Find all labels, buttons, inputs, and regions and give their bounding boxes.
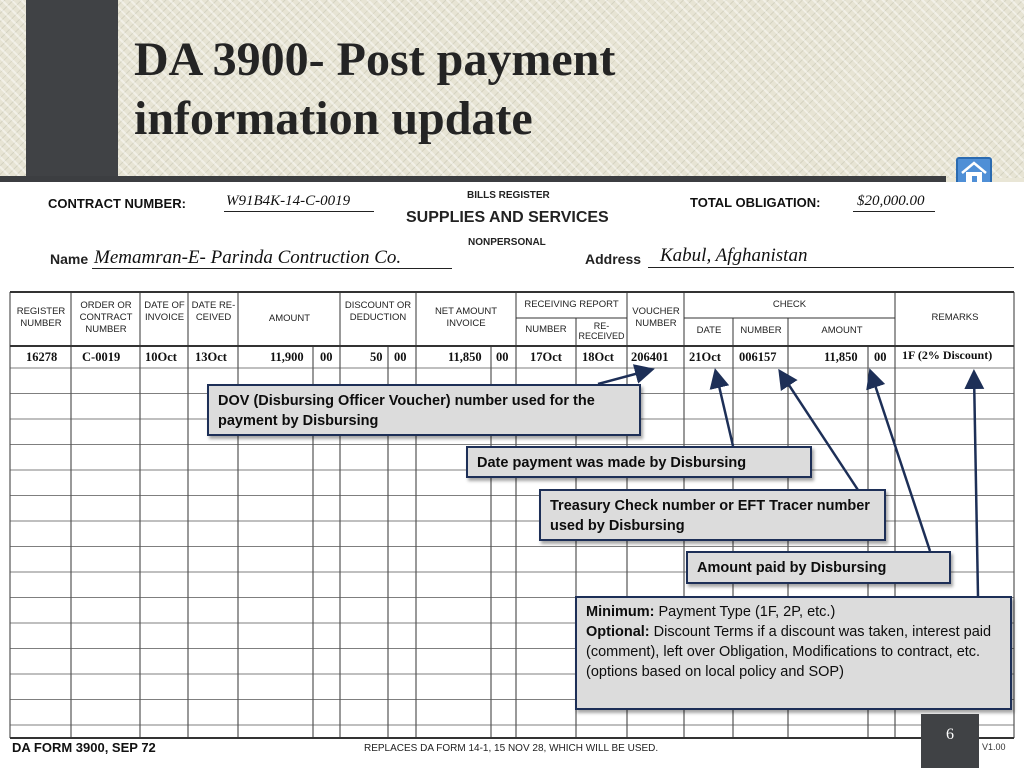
cell-net-amount: 11,850 [448,350,482,364]
header-remarks: REMARKS [931,312,979,323]
header-check-amount: AMOUNT [821,325,863,336]
register-subtitle: SUPPLIES AND SERVICES [406,209,609,226]
cell-date-received: 13Oct [195,350,227,364]
title-line-2: information update [134,92,533,145]
header-net-amount: NET AMOUNT INVOICE [434,306,498,329]
cell-register: 16278 [26,350,58,364]
total-obligation-label: TOTAL OBLIGATION: [690,195,821,210]
header-order: ORDER OR CONTRACT NUMBER [79,300,133,335]
optional-text: Discount Terms if a discount was taken, interest paid (comment), left over Obligation, Modifications to contract, etc. (options based on local policy and SOP) [586,624,992,680]
address-value: Kabul, Afghanistan [660,245,808,266]
cell-discount: 50 [370,350,383,364]
header-rr-received: RE- RECEIVED [578,321,625,341]
header-discount: DISCOUNT OR DEDUCTION [344,300,412,323]
name-label: Name [50,251,89,267]
callout-dov: DOV (Disbursing Officer Voucher) number used for the payment by Disbursing [207,384,641,436]
name-value: Memamran-E- Parinda Contruction Co. [94,247,402,268]
cell-check-number: 006157 [739,350,777,364]
cell-net-cents: 00 [496,350,509,364]
cell-discount-cents: 00 [394,350,407,364]
address-label: Address [585,251,642,267]
callout-remarks [575,596,1012,710]
header-date-received: DATE RE- CEIVED [191,300,236,323]
header-amount: AMOUNT [268,313,311,324]
cell-rr-received: 18Oct [582,350,614,364]
cell-check-amount: 11,850 [824,350,858,364]
cell-voucher: 206401 [631,350,669,364]
form-footer-note: REPLACES DA FORM 14-1, 15 NOV 28, WHICH WILL BE USED. [364,743,659,754]
cell-rr-number: 17Oct [530,350,562,364]
cell-amount: 11,900 [270,350,304,364]
register-nonpersonal: NONPERSONAL [468,237,546,248]
header-check: CHECK [772,299,807,310]
contract-number-value: W91B4K-14-C-0019 [226,193,351,209]
optional-label: Optional: [586,624,650,640]
callout-optional [586,622,1001,682]
cell-remarks: 1F (2% Discount) [902,348,993,362]
minimum-label: Minimum: [586,604,655,620]
cell-check-cents: 00 [874,350,887,364]
cell-order: C-0019 [82,350,121,364]
title-line-1: DA 3900- Post payment [134,33,616,86]
callout-date-paid: Date payment was made by Disbursing [466,446,812,478]
callout-amount-paid: Amount paid by Disbursing [686,551,951,584]
header-date-invoice: DATE OF INVOICE [144,300,185,323]
header-rr-number: NUMBER [525,324,567,335]
page-number: 6 [921,714,979,768]
form-footer-version: V1.00 [982,742,1006,752]
cell-date-invoice: 10Oct [145,350,177,364]
header-voucher: VOUCHER NUMBER [632,306,680,329]
slide-title [134,30,894,148]
header-check-number: NUMBER [740,325,782,336]
callout-check-number: Treasury Check number or EFT Tracer number used by Disbursing [539,489,886,541]
callout-minimum [586,602,1001,622]
header-receiving-report: RECEIVING REPORT [524,299,619,310]
register-title: BILLS REGISTER [467,190,550,201]
contract-number-label: CONTRACT NUMBER: [48,196,186,211]
cell-amount-cents: 00 [320,350,333,364]
header-check-date: DATE [696,325,722,336]
total-obligation-value: $20,000.00 [857,193,925,209]
minimum-text: Payment Type (1F, 2P, etc.) [654,604,836,620]
cell-check-date: 21Oct [689,350,721,364]
form-footer-id: DA FORM 3900, SEP 72 [12,740,156,755]
header-register: REGISTER NUMBER [16,306,66,329]
decorative-bar [26,0,118,180]
